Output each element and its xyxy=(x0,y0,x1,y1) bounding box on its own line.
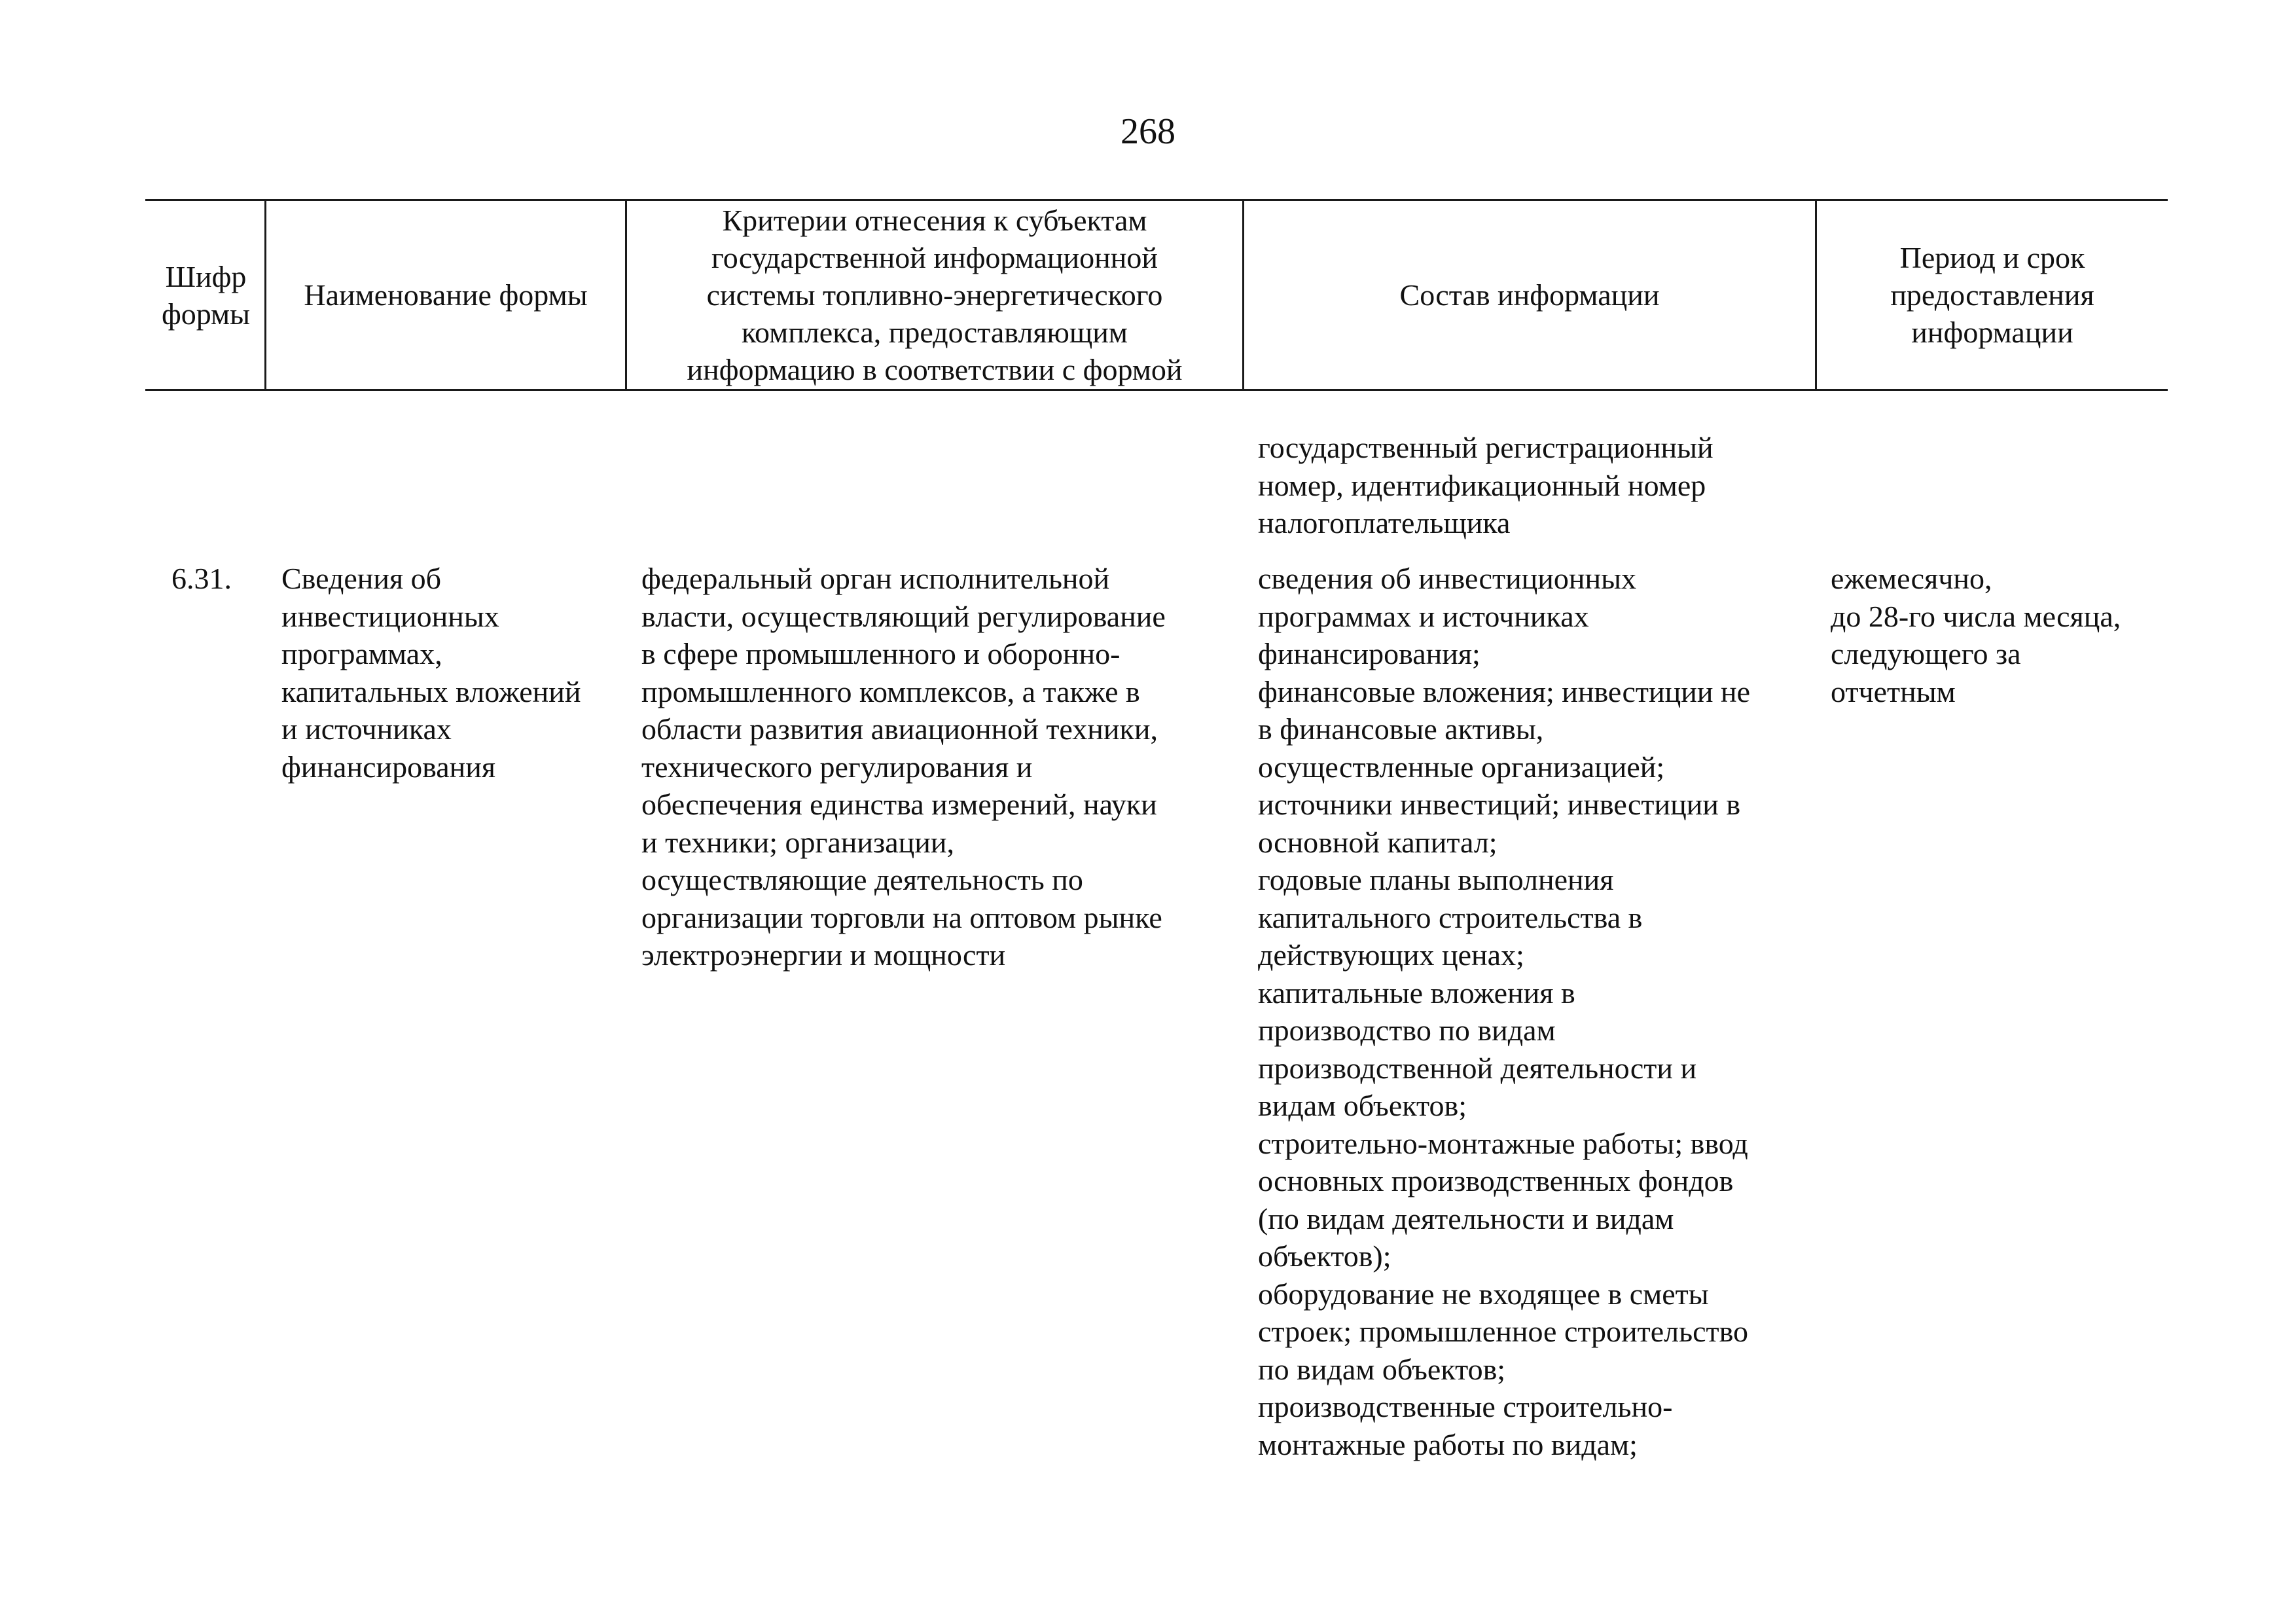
row-form-code: 6.31. xyxy=(171,562,232,595)
row-composition: сведения об инвестиционных программах и источниках финансирования; финансовые вложения; инвестиции не в финансовые активы, осуществленные организацией; источники инвестиций; инвестиции в основной капитал; годовые планы выполнения капитального строительства в действующих ценах; капитальные вложения в производство по видам производственной деятельности и видам объектов; строительно-монтажные работы; ввод основных производственных фондов (по видам деятельности и видам объектов); оборудование не входящее в сметы строек; промышленное строительство по видам объектов; производственные строительно- монтажные работы по видам; xyxy=(1258,562,1750,1461)
header-composition: Состав информации xyxy=(1399,278,1660,312)
continuation-composition: государственный регистрационный номер, идентификационный номер налогоплательщика xyxy=(1258,431,1713,539)
header-form-name: Наименование формы xyxy=(304,278,588,312)
row-form-name: Сведения об инвестиционных программах, капитальных вложений и источниках финансирования xyxy=(281,562,581,784)
table-header-bottom-rule xyxy=(145,389,2168,391)
header-period: Период и срок предоставления информации xyxy=(1890,241,2094,349)
page-number: 268 xyxy=(1121,111,1175,152)
header-criteria: Критерии отнесения к субъектам государственной информационной системы топливно-энергетического комплекса, предоставляющим информацию в соответствии с формой xyxy=(687,204,1183,386)
header-form-code: Шифр формы xyxy=(161,259,251,331)
row-criteria: федеральный орган исполнительной власти, осуществляющий регулирование в сфере промышленного и оборонно- промышленного комплексов, а также в области развития авиационной техники, технического регулирования и обеспечения единства измерений, науки и техники; организации, осуществляющие деятельность по организации торговли на оптовом рынке электроэнергии и мощности xyxy=(641,562,1166,972)
row-period: ежемесячно, до 28-го числа месяца, следующего за отчетным xyxy=(1831,562,2121,708)
